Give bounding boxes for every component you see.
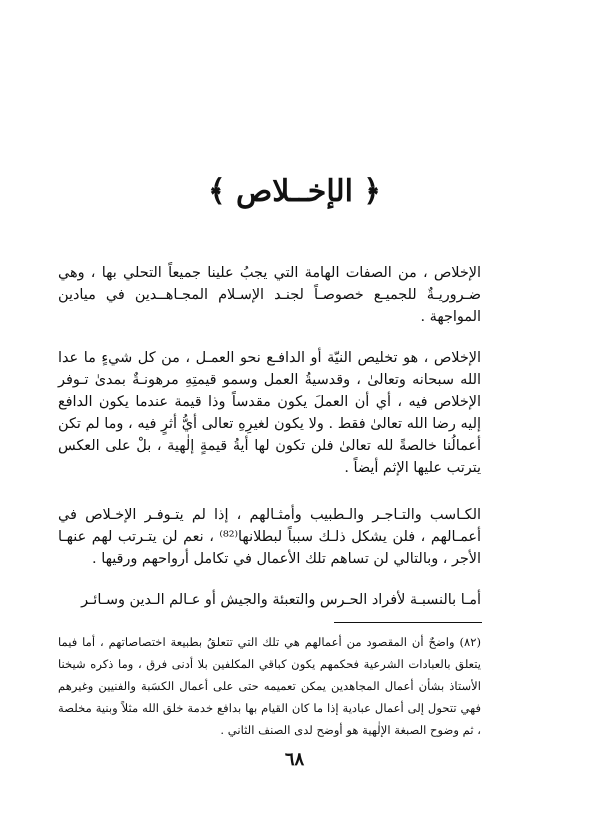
footnote: (٨٢) واضحٌ أن المقصود من أعمالهم هي تلك التي تتعلقُ بطبيعة اختصاصاتهم ، أما فيما يتعلق بالعبادات الشرعية فحكمهم يكون كباقي المكلفين بلا أدنى فرق ، وما ذكره شيخنا الأستاذ بشأن أعمال المجاهدين يمكن تعميمه حتى على أعمال الكسَبة والفنيين وغيرهم فهي تتحول إلى أعمال عبادية إذا ما كان القيام بها بدافع خدمة خلق الله مثلاً وبنية مخلصة ، ثم وضوح الصبغة الإلٰهية هو أوضح لدى الصنف الثاني . (58, 635, 481, 737)
paragraph-4 (58, 589, 481, 611)
paragraph-text: الإخلاص ، هو تخليص النيّة أو الدافـع نحو العمـل ، من كل شيءٍ ما عدا الله سبحانه وتعالىٰ ، وقدسيةُ العمل وسمو قيمتِهِ مرهونـةٌ بمدىٰ تـوفر الإخلاص فيه ، أي أن العملَ يكون مقدساً وذا قيمة عندما يكون الدافع إليه رضا الله تعالىٰ فقط . ولا يكون لغيرِهِ تعالى أيُّ أثرٍ فيه ، وما لم تكن أعمالُنا خالصةً لله تعالىٰ فلن تكون لها أيةُ قيمةٍ إلٰهية ، بلْ على العكس يترتب عليها الإثم أيضاً . (58, 350, 481, 476)
paragraph-text: أمـا بالنسبـة لأفراد الحـرس والتعبئة والجيش أو عـالم الـدين وسـائـر (81, 592, 481, 608)
footnote-divider (334, 622, 482, 623)
paragraph-3 (58, 504, 481, 570)
paragraph-text: الكـاسب والتـاجـر والـطبيب وأمثـالهم ، إذا لم يتـوفـر الإخـلاص في أعمـالهم ، فلن يشكل ذلـك سبباً لبطلانها⁽⁸²⁾ ، نعم لن يتـرتب لهم عنهـا الأجر ، وبالتالي لن تساهم تلك الأعمال في تكامل أرواحهم ورقيها . (58, 507, 482, 567)
chapter-title: ﴿ الإخــلاص ﴾ (208, 174, 381, 209)
page-number: ٦٨ (284, 749, 305, 770)
paragraph-1 (58, 262, 481, 328)
paragraph-2 (58, 347, 481, 479)
paragraph-text: الإخلاص ، من الصفات الهامة التي يجبُ علينا جميعاً التحلي بها ، وهي ضـروريـةٌ للجميـع خصوصـاً لجنـد الإسـلام المجـاهــدين في ميادين المواجهة . (58, 265, 481, 325)
